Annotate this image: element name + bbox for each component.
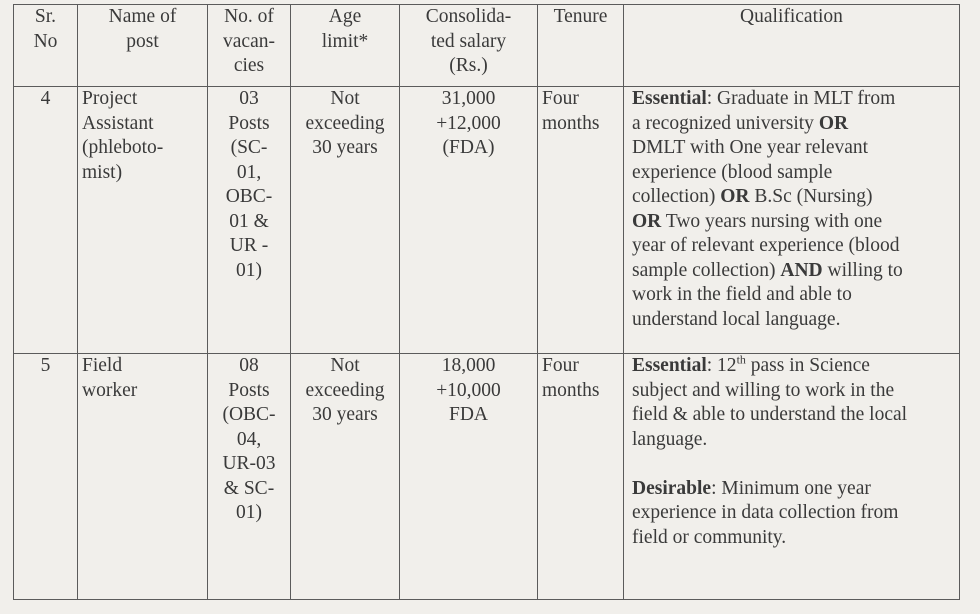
qualification-line (632, 161, 957, 186)
age-limit-cell: Not exceeding 30 years (291, 87, 400, 354)
qualification-line (632, 136, 957, 161)
qualification-text-segment: collection) (632, 186, 721, 207)
header-age-limit: Age limit* (291, 5, 400, 87)
qualification-text-segment: Two years nursing with one (661, 210, 883, 232)
qualification-line (632, 308, 957, 333)
age-limit-cell: Not exceeding 30 years (291, 354, 400, 600)
qualification-text-segment: year of relevant experience (blood (632, 235, 900, 256)
post-name-cell: Field worker (78, 354, 208, 600)
essential-line: Essential: 12th pass in Science (632, 352, 870, 376)
desirable-label: Desirable (632, 477, 712, 499)
vacancies-cell: 03 Posts (SC- 01, OBC- 01 & UR - 01) (208, 87, 291, 354)
header-qualification: Qualification (624, 5, 960, 87)
desirable-line: Desirable: Minimum one year (632, 477, 871, 499)
paragraph-gap (632, 452, 957, 477)
tenure-cell: Four months (538, 87, 624, 354)
sr-no-cell: 5 (14, 354, 78, 600)
qualification-keyword: Essential (632, 88, 707, 109)
qualification-line (632, 234, 957, 259)
qualification-line (632, 112, 957, 137)
qualification-text-segment: understand local language. (632, 308, 841, 330)
qualification-keyword: OR (632, 210, 662, 232)
vacancy-table (13, 4, 960, 600)
qualification-line (632, 210, 957, 235)
salary-cell: 18,000 +10,000 FDA (400, 354, 538, 600)
header-salary: Consolida- ted salary (Rs.) (400, 5, 538, 87)
qualification-text-segment: experience (blood sample (632, 161, 833, 183)
qualification-cell (624, 87, 960, 354)
header-post-name: Name of post (78, 5, 208, 87)
vacancies-cell: 08 Posts (OBC- 04, UR-03 & SC- 01) (208, 354, 291, 600)
qualification-text-segment: : Graduate in MLT from (706, 88, 896, 109)
qualification-keyword: OR (818, 112, 849, 134)
sr-no-cell: 4 (14, 87, 78, 354)
qualification-keyword: AND (780, 259, 823, 281)
qualification-text-segment: a recognized university (632, 112, 819, 134)
essential-label: Essential (632, 355, 707, 376)
qualification-line (632, 185, 957, 210)
qualification-cell: Essential: 12th pass in Science subject and willing to work in the field & able to understand the local language. Desirable: Minimum one year experience in data collection from field or community. (624, 354, 960, 600)
header-row (14, 5, 960, 87)
qualification-line (632, 87, 957, 112)
qualification-text-segment: willing to (822, 259, 903, 281)
qualification-text-segment: B.Sc (Nursing) (749, 186, 873, 207)
qualification-text-segment: sample collection) (632, 259, 781, 281)
qualification-line (632, 283, 957, 308)
header-sr-no: Sr. No (14, 5, 78, 87)
header-vacancies: No. of vacan- cies (208, 5, 291, 87)
table-row (14, 87, 960, 354)
header-tenure: Tenure (538, 5, 624, 87)
qualification-text (632, 87, 957, 332)
post-name-cell: Project Assistant (phleboto- mist) (78, 87, 208, 354)
table-row (14, 354, 960, 600)
qualification-line (632, 259, 957, 284)
qualification-keyword: OR (720, 186, 750, 207)
salary-cell: 31,000 +12,000 (FDA) (400, 87, 538, 354)
qualification-text-segment: work in the field and able to (632, 284, 852, 305)
qualification-text-segment: DMLT with One year relevant (632, 137, 869, 158)
tenure-cell: Four months (538, 354, 624, 600)
